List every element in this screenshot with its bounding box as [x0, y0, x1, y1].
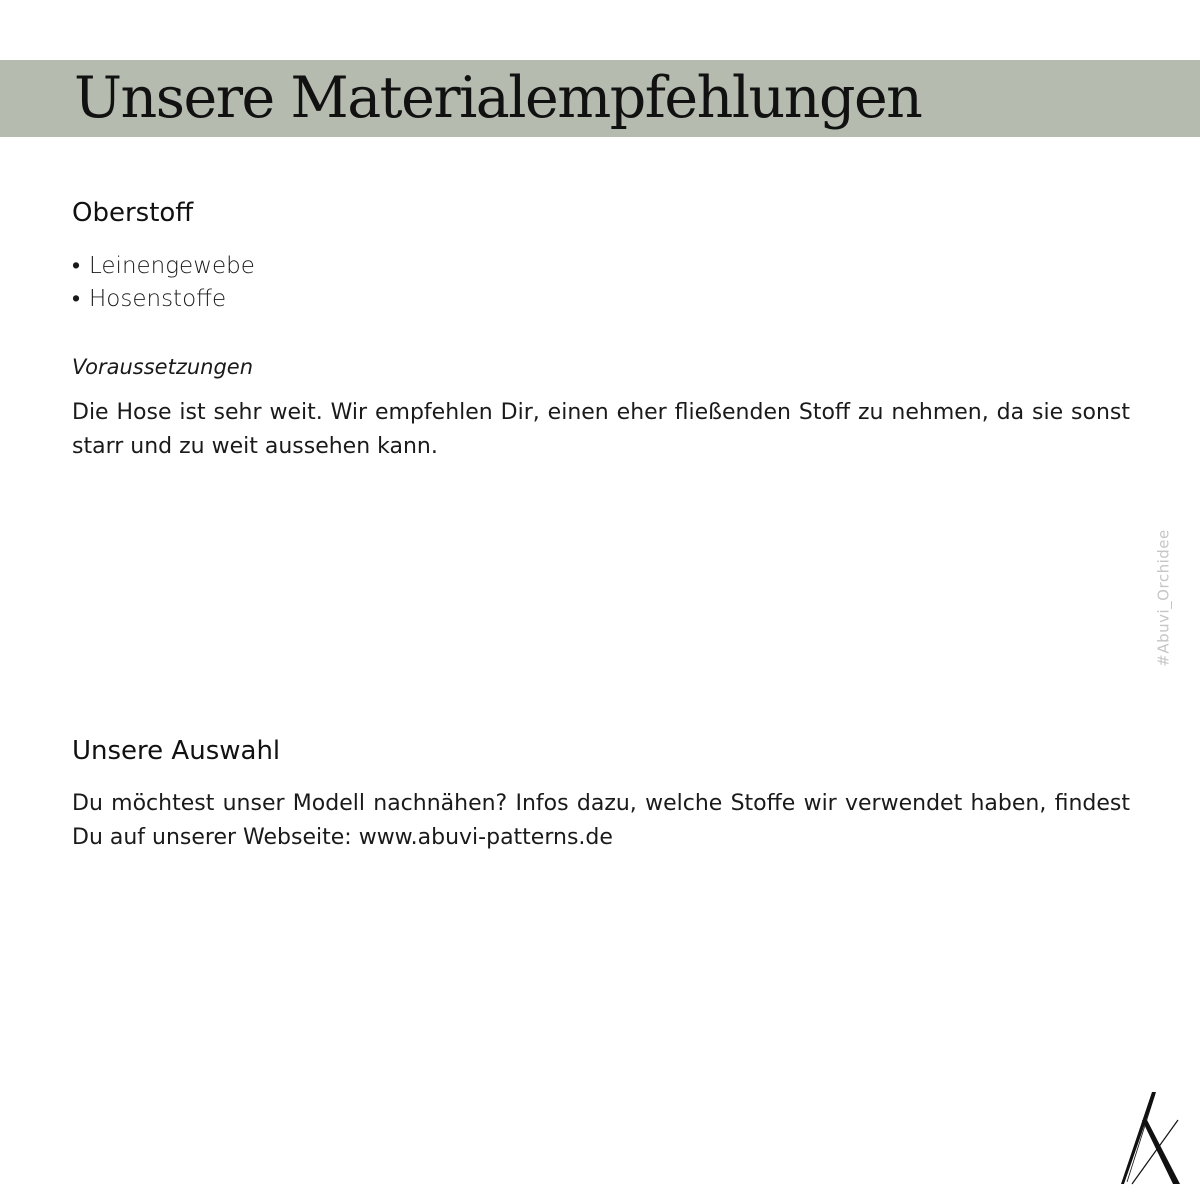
- oberstoff-list: [72, 250, 255, 316]
- logo-x-stroke: [1142, 1120, 1180, 1184]
- oberstoff-heading: Oberstoff: [72, 198, 194, 228]
- requirements-heading: Voraussetzungen: [72, 355, 254, 379]
- abuvi-logo-icon: [1118, 1090, 1182, 1186]
- requirements-text: Die Hose ist sehr weit. Wir empfehlen Dir, einen eher fließenden Stoff zu nehmen, da sie sonst starr und zu weit aussehen kann.: [72, 400, 1130, 459]
- list-item-label: Leinengewebe: [89, 253, 255, 279]
- auswahl-heading: Unsere Auswahl: [72, 736, 281, 766]
- hashtag-label: [1152, 525, 1176, 670]
- bullet-icon: •: [72, 286, 81, 312]
- bullet-icon: •: [72, 253, 81, 279]
- hashtag-text: #Abuvi_Orchidee: [1155, 528, 1174, 667]
- list-item-label: Hosenstoffe: [89, 286, 227, 312]
- auswahl-text: Du möchtest unser Modell nachnähen? Infos dazu, welche Stoffe wir verwendet haben, findest Du auf unserer Webseite: www.abuvi-patterns.de: [72, 791, 1130, 850]
- list-item: [72, 250, 255, 283]
- list-item: [72, 283, 255, 316]
- page-title: Unsere Materialempfehlungen: [74, 65, 922, 131]
